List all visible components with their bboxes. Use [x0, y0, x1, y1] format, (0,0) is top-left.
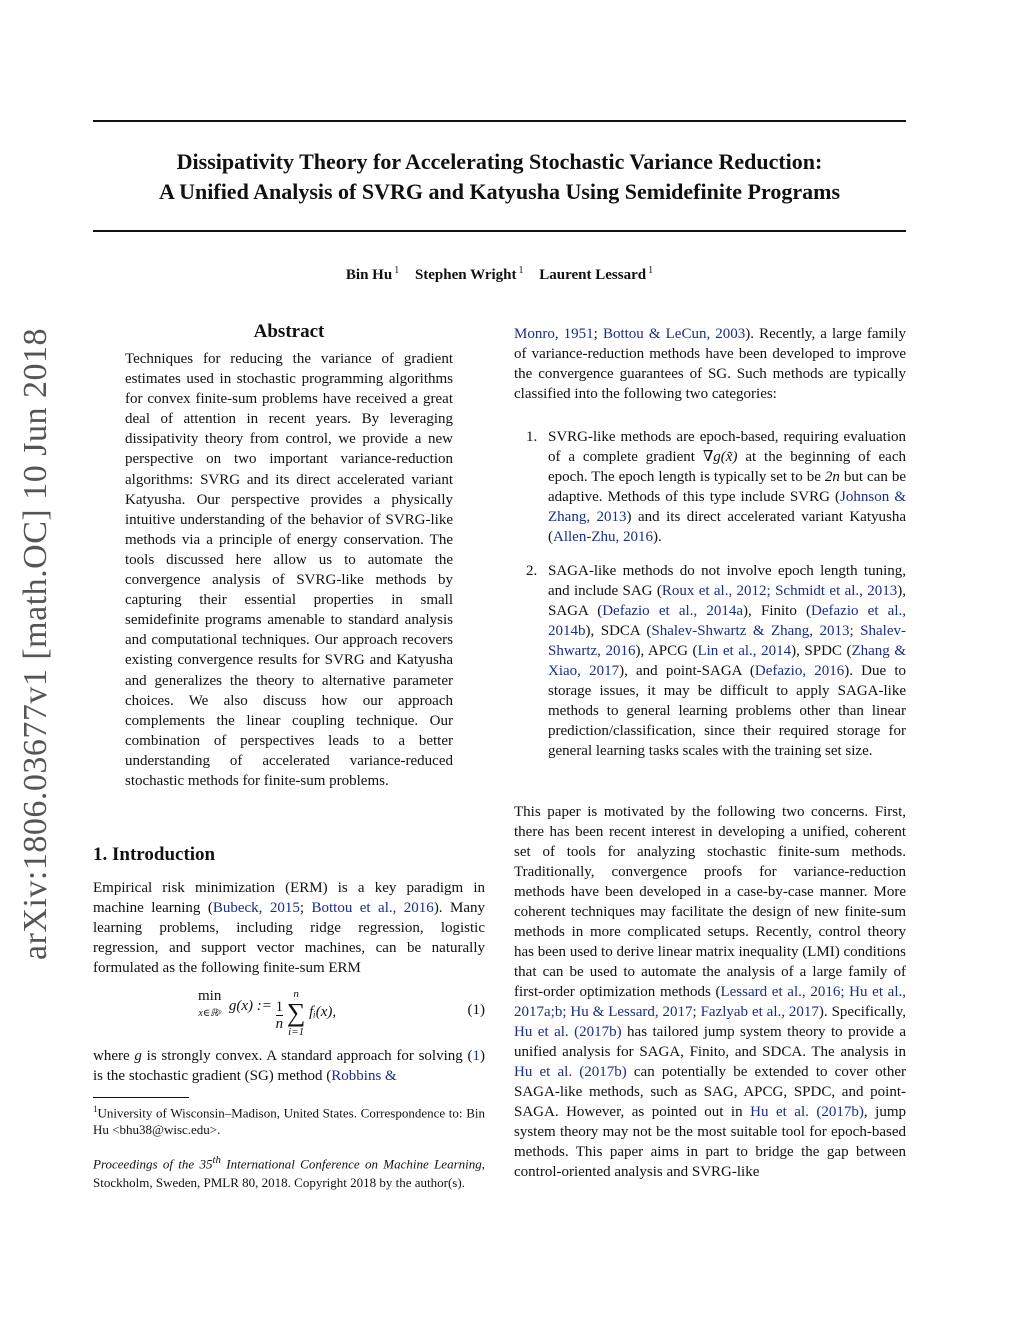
- equation-body: min x∈ℝᵖ g(x) := $\frac{1}{n}$ n ∑ i=1 fᵢ(x),: [198, 988, 337, 1038]
- fraction: $\frac{1}{n}$: [275, 998, 284, 1032]
- citation-link[interactable]: Defazio et al., 2014b: [548, 603, 907, 639]
- arxiv-watermark: arXiv:1806.03677v1 [math.OC] 10 Jun 2018: [17, 328, 54, 960]
- min-operator: min x∈ℝᵖ: [198, 988, 222, 1019]
- title-top-rule: [93, 120, 906, 122]
- citation-link[interactable]: Allen-Zhu, 2016: [553, 529, 653, 545]
- citation-link[interactable]: Hu et al. (2017b): [514, 1024, 622, 1040]
- method-category-list: [514, 427, 906, 761]
- author-list: [93, 265, 906, 284]
- citation-link[interactable]: Hu et al. (2017b): [750, 1104, 864, 1120]
- abstract-text: Techniques for reducing the variance of gradient estimates used in stochastic programming algorithms for convex finite-sum problems have received a great deal of attention in recent years. By leveraging dissipativity theory from control, we provide a new perspective on two important variance-reduction algorithms: SVRG and its direct accelerated variant Katyusha. Our perspective provides a physically intuitive understanding of the behavior of SVRG-like methods via a principle of energy conservation. The tools discussed here allow us to automate the convergence analysis of SVRG-like methods by capturing their essential properties in small semidefinite programs amenable to standard analysis and computational techniques. Our approach recovers existing convergence results for SVRG and Katyusha and generalizes the theory to alternative parameter choices. We also discuss how our approach complements the linear coupling technique. Our combination of perspectives leads to a better understanding of accelerated variance-reduced stochastic methods for finite-sum problems.: [125, 351, 453, 789]
- summation: n ∑ i=1: [286, 988, 306, 1038]
- citation-link[interactable]: Bubeck, 2015: [212, 900, 300, 916]
- equation-ref-link[interactable]: 1: [472, 1048, 480, 1064]
- author-3: Laurent Lessard $^1$: [539, 265, 654, 283]
- paper-title-line1: Dissipativity Theory for Accelerating Stochastic Variance Reduction:: [176, 149, 823, 174]
- citation-link[interactable]: Johnson & Zhang, 2013: [548, 489, 906, 525]
- intro-paragraph-1: Empirical risk minimization (ERM) is a key paradigm in machine learning (Bubeck, 2015; Bottou et al., 2016). Many learning problems, including ridge regression, logistic regression, and support vector machines, can be naturally formulated as the following finite-sum ERM: [93, 880, 485, 976]
- list-item: 2. SAGA-like methods do not involve epoch length tuning, and include SAG (Roux et al., 2012; Schmidt et al., 2013), SAGA (Defazio et al., 2014a), Finito (Defazio et al., 2014b), SDCA (Shalev-Shwartz & Zhang, 2013; Shalev-Shwartz, 2016), APCG (Lin et al., 2014), SPDC (Zhang & Xiao, 2017), and point-SAGA (Defazio, 2016). Due to storage issues, it may be difficult to apply SAGA-like methods to general learning problems other than linear prediction/classification, since their required storage for general learning tasks scales with the training set size.: [526, 563, 907, 759]
- equation-number: (1): [467, 1002, 485, 1018]
- citation-link[interactable]: Lin et al., 2014: [697, 643, 792, 659]
- section-heading-introduction: 1. Introduction: [93, 844, 216, 865]
- citation-link[interactable]: Zhang & Xiao, 2017: [548, 643, 906, 679]
- footnote-rule: [93, 1097, 189, 1098]
- citation-link[interactable]: Roux et al., 2012; Schmidt et al., 2013: [661, 583, 898, 599]
- citation-link[interactable]: Bottou & LeCun, 2003: [602, 326, 746, 342]
- citation-link[interactable]: Defazio et al., 2014a: [602, 603, 744, 619]
- citation-link[interactable]: Monro, 1951: [514, 326, 594, 342]
- title-bottom-rule: [93, 230, 906, 232]
- paper-title-line2: A Unified Analysis of SVRG and Katyusha Using Semidefinite Programs: [158, 179, 841, 204]
- author-1: Bin Hu $^1$: [345, 265, 400, 283]
- affiliation-footnote: $^1$University of Wisconsin–Madison, United States. Correspondence to: Bin Hu <bhu38@wisc.edu>.: [93, 1104, 485, 1138]
- equation-1: [93, 988, 485, 1044]
- right-paragraph-2: This paper is motivated by the following two concerns. First, there has been recent interest in developing a unified, coherent set of tools for analyzing stochastic finite-sum methods. Traditionally, convergence proofs for variance-reduction methods have been developed in a case-by-case manner. More coherent techniques may facilitate the design of new finite-sum methods in more complicated setups. Recently, control theory has been used to derive linear matrix inequality (LMI) conditions that can be used to automate the analysis of a large family of first-order optimization methods (Lessard et al., 2016; Hu et al., 2017a;b; Hu & Lessard, 2017; Fazlyab et al., 2017). Specifically, Hu et al. (2017b) has tailored jump system theory to provide a unified analysis for SAGA, Finito, and SDCA. The analysis in Hu et al. (2017b) can potentially be extended to cover other SAGA-like methods, such as SAG, APCG, SPDC, and point-SAGA. However, as pointed out in Hu et al. (2017b), jump system theory may not be the most suitable tool for epoch-based methods. This paper aims in part to bridge the gap between control-oriented analysis and SVRG-like: [514, 804, 906, 1180]
- proceedings-note: Proceedings of the 35th International Conference on Machine Learning, Stockholm, Sweden, PMLR 80, 2018. Copyright 2018 by the author(s).: [93, 1154, 485, 1191]
- citation-link[interactable]: Bottou et al., 2016: [311, 900, 434, 916]
- citation-link[interactable]: Shalev-Shwartz & Zhang, 2013; Shalev-Shwartz, 2016: [548, 623, 906, 659]
- right-paragraph-1: Monro, 1951; Bottou & LeCun, 2003). Recently, a large family of variance-reduction methods have been developed to improve the convergence guarantees of SG. Such methods are typically classified into the following two categories:: [514, 326, 906, 402]
- citation-link[interactable]: Defazio, 2016: [754, 663, 845, 679]
- list-item: 1. SVRG-like methods are epoch-based, requiring evaluation of a complete gradient ∇g(x̃) at the beginning of each epoch. The epoch length is typically set to be 2n but can be adaptive. Methods of this type include SVRG (Johnson & Zhang, 2013) and its direct accelerated variant Katyusha (Allen-Zhu, 2016).: [526, 429, 907, 545]
- intro-paragraph-2: where g is strongly convex. A standard approach for solving (1) is the stochastic gradient (SG) method (Robbins &: [93, 1048, 485, 1084]
- citation-link[interactable]: Robbins &: [331, 1068, 397, 1084]
- author-2: Stephen Wright $^1$: [414, 265, 524, 283]
- citation-link[interactable]: Lessard et al., 2016; Hu et al., 2017a;b; Hu & Lessard, 2017; Fazlyab et al., 2017: [514, 984, 906, 1020]
- citation-link[interactable]: Hu et al. (2017b): [514, 1064, 627, 1080]
- abstract-heading: Abstract: [253, 321, 325, 342]
